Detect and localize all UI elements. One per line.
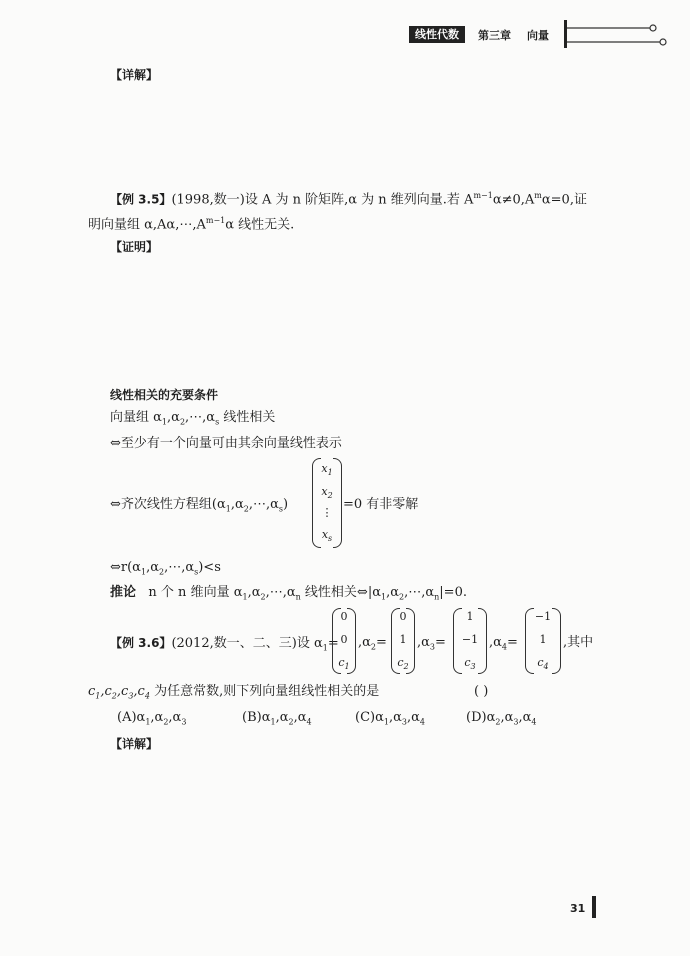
example-3-6-question: 为任意常数,则下列向量组线性相关的是 [154, 684, 380, 699]
example-3-5-label: 【例 3.5】 [110, 192, 172, 207]
header-chapter-title: 向量 [527, 29, 549, 42]
alpha2-entry-1: 0 [399, 610, 407, 623]
option-b: $(B)\alpha_1,\alpha_2,\alpha_4$ [242, 710, 312, 727]
vector-alpha2 [391, 608, 415, 674]
alpha2-entry-2: 1 [399, 633, 407, 646]
condition-line3-close: ) [283, 497, 289, 512]
inference-text-b: 线性相关⇔|α [300, 585, 381, 600]
alpha1-entry-1: 0 [340, 610, 348, 623]
condition-line4: $\Leftrightarrow r(\alpha_1,\alpha_2,\cdots,\alpha_s)<s$ [110, 560, 221, 577]
inference-text-a: n 个 n 维向量 α [148, 585, 243, 600]
example-3-6-tail: ,其中 [563, 635, 594, 650]
sub-2: 2 [179, 417, 186, 427]
example-3-5-sup-c: m−1 [205, 216, 226, 225]
alpha1-entry-3: $c_1$ [338, 656, 350, 672]
page-number-bar [592, 896, 596, 918]
vector-alpha1 [332, 608, 356, 674]
vector-entry-dots: ⋮ [321, 506, 333, 519]
alpha4-entry-1: −1 [534, 610, 552, 623]
answer-paren: ( ) [474, 684, 489, 699]
alpha2-entry-3: $c_2$ [397, 656, 409, 672]
example-3-6-lead: 【例 3.6】(2012,数一、二、三)设 $\alpha_1=$ [110, 636, 339, 653]
example-3-5-text-e: α 线性无关. [225, 217, 295, 233]
condition-line1-tail: 线性相关 [219, 410, 276, 425]
example-3-5-sup-b: m [534, 191, 542, 200]
example-3-5-source: (1998,数一) [171, 192, 245, 208]
header-book-badge: 线性代数 [409, 26, 465, 43]
inference-label: 推论 [110, 585, 137, 600]
vector-entry-2: $x_2$ [321, 485, 333, 501]
example-3-6-text: 设 α [296, 636, 323, 651]
alpha3-label: $,\alpha_3=$ [417, 635, 446, 652]
inference-line: 推论 n 个 n 维向量 $\alpha_1,\alpha_2,\cdots,\alpha_n$ 线性相关$\Leftrightarrow|\alpha_1,\alpha_2,\cdots,\alpha_n|=0$. [110, 585, 467, 602]
header-chapter: 第三章 [478, 29, 511, 42]
alpha3-entry-1: 1 [466, 610, 474, 623]
alpha3-entry-3: $c_3$ [464, 656, 476, 672]
example-3-5-line1 [110, 188, 587, 208]
condition-line1: 向量组 $\alpha_1,\alpha_2,\cdots,\alpha_s$ 线性相关 [110, 410, 276, 427]
example-3-5-sup-a: m−1 [473, 191, 493, 200]
condition-line3-result: =0 有非零解 [343, 497, 419, 512]
proof-heading: 【证明】 [110, 240, 159, 254]
option-d: $(D)\alpha_2,\alpha_3,\alpha_4$ [466, 710, 537, 727]
example-3-5-text-a: 设 A 为 n 阶矩阵,α 为 n 维列向量.若 A [244, 192, 474, 208]
example-3-5-text-d: 明向量组 α,Aα,⋯,A [88, 217, 206, 233]
alpha1-entry-2: 0 [340, 633, 348, 646]
sub-1: 1 [161, 417, 168, 427]
condition-title: 线性相关的充要条件 [110, 388, 219, 402]
alpha4-entry-3: $c_4$ [537, 656, 549, 672]
unknown-vector [312, 458, 342, 548]
example-3-6-label: 【例 3.6】 [110, 636, 172, 650]
example-3-5-line2 [88, 213, 294, 233]
alpha3-entry-2: −1 [461, 633, 479, 646]
condition-line2: ⇔至少有一个向量可由其余向量线性表示 [110, 436, 342, 451]
vector-entry-s: $x_s$ [321, 528, 333, 544]
alpha4-entry-2: 1 [539, 633, 547, 646]
detail-heading-2: 【详解】 [110, 737, 159, 751]
example-3-5-text-c: α=0,证 [541, 192, 587, 208]
option-c: $(C)\alpha_1,\alpha_3,\alpha_4$ [355, 710, 425, 727]
condition-line3-lead: ⇔齐次线性方程组(α [110, 497, 226, 512]
example-3-5-text-b: α≠0,A [492, 192, 535, 208]
example-3-6-line2 [88, 684, 379, 705]
condition-line4-tail: )<s [198, 560, 221, 575]
vector-alpha3 [453, 608, 487, 674]
vector-alpha4 [525, 608, 561, 674]
inference-text-c: |=0. [439, 585, 467, 600]
condition-line1-lead: 向量组 α [110, 410, 162, 425]
header-decoration-icon [560, 18, 672, 52]
page-number: 31 [570, 902, 586, 915]
example-3-6-source: (2012,数一、二、三) [171, 636, 297, 651]
detail-heading-1: 【详解】 [110, 68, 159, 82]
alpha2-label: $,\alpha_2=$ [358, 635, 387, 652]
constants-list: $c_1,c_2,c_3,c_4$ [88, 684, 150, 701]
option-a: $(A)\alpha_1,\alpha_2,\alpha_3$ [117, 710, 187, 727]
sub-s: s [215, 417, 220, 427]
condition-line4-lead: ⇔r(α [110, 560, 141, 575]
vector-entry-1: $x_1$ [321, 462, 333, 478]
condition-line3: ⇔齐次线性方程组$(\alpha_1,\alpha_2,\cdots,\alpha_s)$ [110, 497, 289, 514]
alpha4-label: $,\alpha_4=$ [489, 635, 518, 652]
